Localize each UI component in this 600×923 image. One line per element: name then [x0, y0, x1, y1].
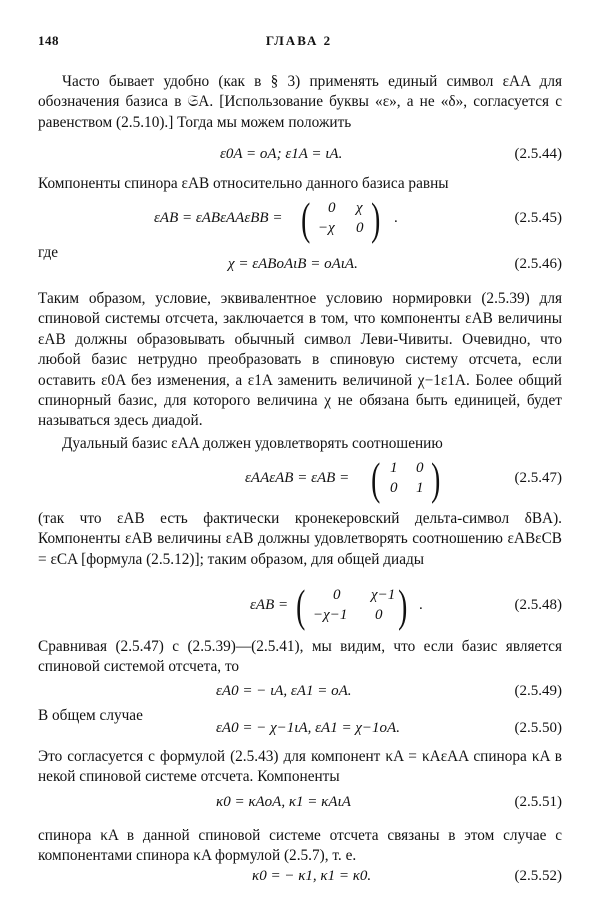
paragraph-8: Это согласуется с формулой (2.5.43) для компонент κA = κAεAA спинора κA в некой спиновой системе отсчета. Компоненты — [38, 748, 562, 786]
equation-number: (2.5.45) — [514, 210, 562, 226]
paragraph-5: (так что εAB есть фактически кронекеровский дельта-символ δBA). Компоненты εAB величины εAB должны удовлетворять соотношению εABεCB = εCA [формула (2.5.12)]; таким образом, для общей диады — [38, 510, 562, 568]
page-number: 148 — [38, 33, 59, 48]
matrix-cell: 0 — [328, 200, 336, 216]
matrix — [298, 193, 408, 244]
equation-number: (2.5.44) — [514, 146, 562, 162]
matrix-cell: 0 — [356, 220, 364, 236]
paragraph-1: Часто бывает удобно (как в § 3) применять единый символ εAA для обозначения базиса в 𝔖A. [Использование буквы «ε», а не «δ», согласуется с равенством (2.5.10).] Тогда мы можем положить — [38, 73, 562, 131]
equation-2-5-49 — [38, 681, 562, 707]
paragraph-4: Дуальный базис εAA должен удовлетворять соотношению — [62, 435, 443, 452]
paragraph-6: Сравнивая (2.5.47) с (2.5.39)—(2.5.41), мы видим, что если базис является спиновой системой отсчета, то — [38, 638, 562, 676]
equation-body: κ0 = κAoA, κ1 = κAιA — [216, 794, 351, 810]
equation-body: εA0 = − ιA, εA1 = oA. — [216, 683, 352, 699]
right-paren: ) — [371, 193, 381, 244]
matrix-cell: 0 — [375, 607, 383, 623]
equation-2-5-48 — [38, 580, 562, 631]
equation-number: (2.5.47) — [514, 470, 562, 486]
right-paren: ) — [398, 580, 408, 631]
equation-body: εAB = εABεAAεBB = — [154, 210, 283, 226]
matrix-cell: 1 — [390, 460, 398, 476]
matrix-cell: −χ−1 — [313, 607, 348, 623]
equation-number: (2.5.51) — [514, 794, 562, 810]
paragraph-9: спинора κA в данной спиновой системе отсчета связаны в этом случае с компонентами спинора κA формулой (2.5.7), т. е. — [38, 827, 562, 865]
equation-number: (2.5.46) — [514, 256, 562, 272]
equation-number: (2.5.50) — [514, 720, 562, 736]
chapter-title: ГЛАВА 2 — [265, 33, 333, 48]
equation-2-5-47 — [38, 453, 562, 504]
matrix-cell: 0 — [333, 587, 341, 603]
matrix-cell: 0 — [390, 480, 398, 496]
equation-2-5-45 — [38, 193, 562, 244]
matrix — [293, 580, 433, 631]
left-paren: ( — [371, 453, 381, 504]
matrix-cell: 1 — [416, 480, 424, 496]
equation-2-5-52 — [38, 866, 562, 892]
equation-body: χ = εABoAιB = oAιA. — [228, 256, 358, 272]
equation-2-5-46 — [38, 254, 562, 280]
page-header — [38, 33, 560, 53]
left-paren: ( — [301, 193, 311, 244]
paragraph-7: В общем случае — [38, 707, 143, 724]
left-paren: ( — [296, 580, 306, 631]
equation-body: εAB = — [250, 597, 289, 613]
paragraph-3: Таким образом, условие, эквивалентное условию нормировки (2.5.39) для спиновой системы отсчета, заключается в том, что компоненты εAB величины εAB должны образовывать обычный символ Леви-Чивиты. Очевидно, что любой базис нетрудно преобразовать в спиновую систему отсчета, если оставить ε0A без изменения, а ε1A заменить величиной χ−1ε1A. Более общий спинорный базис, для которого величина χ не обязана быть единицей, будет называться здесь диадой. — [38, 290, 562, 430]
equation-body: εA0 = − χ−1ιA, εA1 = χ−1oA. — [216, 720, 400, 736]
matrix — [368, 453, 448, 504]
equation-punct: . — [419, 597, 423, 613]
equation-number: (2.5.52) — [514, 868, 562, 884]
equation-2-5-51 — [38, 792, 562, 818]
where-label: где — [38, 244, 59, 261]
matrix-cell: χ−1 — [371, 587, 396, 603]
right-paren: ) — [431, 453, 441, 504]
matrix-cell: −χ — [318, 220, 335, 236]
equation-body: κ0 = − κ1, κ1 = κ0. — [252, 868, 372, 884]
equation-body: ε0A = oA; ε1A = ιA. — [220, 146, 343, 162]
equation-body: εAAεAB = εAB = — [245, 470, 350, 486]
equation-2-5-44 — [38, 144, 562, 170]
paragraph-2: Компоненты спинора εAB относительно данного базиса равны — [38, 175, 449, 192]
equation-punct: . — [394, 210, 398, 226]
matrix-cell: 0 — [416, 460, 424, 476]
equation-2-5-50 — [38, 718, 562, 744]
equation-number: (2.5.49) — [514, 683, 562, 699]
matrix-cell: χ — [356, 200, 363, 216]
equation-number: (2.5.48) — [514, 597, 562, 613]
